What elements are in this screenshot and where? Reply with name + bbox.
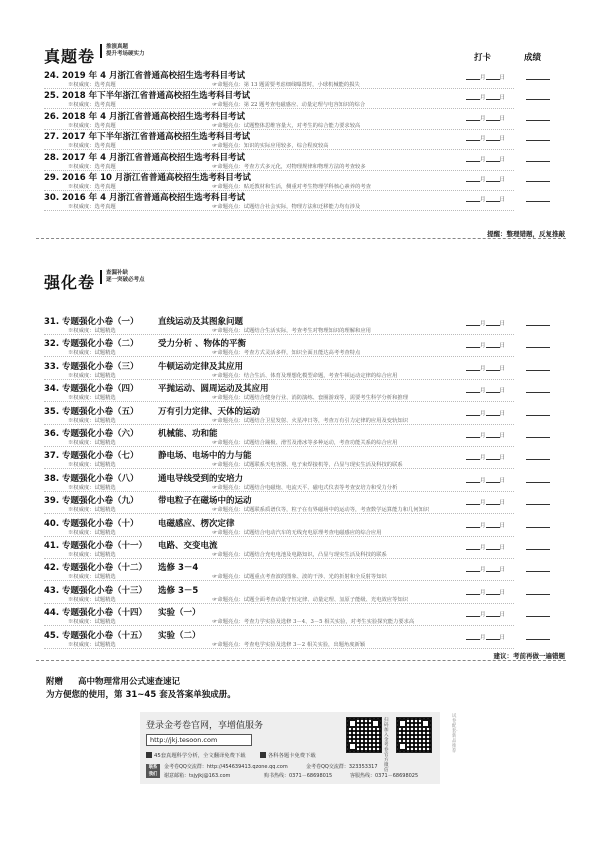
month-label: 月 xyxy=(480,545,486,551)
entry-authority: ※权威度：试题精选 xyxy=(68,507,116,514)
contact-us-badge xyxy=(146,764,160,778)
entry-topic: 实验（二） xyxy=(158,630,201,641)
list-item xyxy=(44,561,564,581)
entry-authority: ※权威度：选考真题 xyxy=(68,184,116,190)
day-label: 日 xyxy=(499,343,506,350)
entry-topic: 万有引力定律、天体的运动 xyxy=(158,406,261,417)
day-label: 日 xyxy=(499,321,506,327)
entry-highlight: ☞命题亮点：第 22 题考查电磁感应、动量定理与电容知识的综合 xyxy=(212,102,366,109)
month-label: 月 xyxy=(480,522,486,529)
checkin-date-field[interactable] xyxy=(466,476,505,484)
entry-title: 45. 专题强化小卷（十五） xyxy=(44,630,148,641)
list-item xyxy=(44,337,564,357)
checkin-date-field[interactable] xyxy=(466,73,505,81)
checkin-date-field[interactable] xyxy=(466,498,505,506)
entry-separator xyxy=(44,446,514,447)
list-item xyxy=(44,69,564,89)
entry-title: 33. 专题强化小卷（三） xyxy=(44,361,139,372)
zhenti-subtitle-line2: 提升考场硬实力 xyxy=(106,51,145,57)
month-label: 月 xyxy=(480,95,486,102)
entry-separator xyxy=(44,580,514,581)
entry-authority: ※权威度：选考真题 xyxy=(68,82,116,88)
entry-topic: 电磁感应、楞次定律 xyxy=(158,518,235,529)
checkin-date-field[interactable] xyxy=(466,543,505,551)
entry-highlight: ☞命题亮点：考查方式多元化，对物理规律和物理方法的考查较多 xyxy=(212,163,366,170)
entry-highlight: ☞命题亮点：贴近教材和生活，侧重对考生物理学科核心素养的考查 xyxy=(212,184,371,190)
day-label: 日 xyxy=(499,545,506,551)
qianghua-subtitle-line2: 逐一突破必考点 xyxy=(106,277,145,283)
col-score-header: 成绩 xyxy=(524,53,542,63)
entry-authority: ※权威度：试题精选 xyxy=(68,484,116,491)
score-field[interactable] xyxy=(526,594,550,595)
entry-highlight: ☞命题亮点：考查电学实验及选修 3－2 相关实验，出题角度新颖 xyxy=(212,641,366,648)
month-label: 月 xyxy=(480,589,486,596)
entry-title: 25. 2018 年下半年浙江省普通高校招生选考科目考试 xyxy=(44,91,251,102)
list-item xyxy=(44,382,564,402)
month-label: 月 xyxy=(480,177,486,183)
attach-label: 附赠 xyxy=(46,677,64,687)
checkin-date-field[interactable] xyxy=(466,409,505,417)
score-field[interactable] xyxy=(526,120,550,121)
list-item xyxy=(44,171,564,191)
entry-highlight: ☞命题亮点：考查力学实验及选修 3－4、3－5 相关实验，对考生实验探究能力要求高 xyxy=(212,619,415,626)
checkin-date-field[interactable] xyxy=(466,453,505,461)
entry-highlight: ☞命题亮点：试题结合卫星发射、火星冲日等，考查万有引力定律的应用及变轨知识 xyxy=(212,417,408,424)
list-item xyxy=(44,629,564,649)
checkin-date-field[interactable] xyxy=(466,155,505,163)
qr-eye xyxy=(348,719,357,728)
entry-topic: 平抛运动、圆周运动及其应用 xyxy=(158,384,269,395)
entry-topic: 选修 3－5 xyxy=(158,585,199,596)
entry-authority: ※权威度：试题精选 xyxy=(68,596,116,603)
entry-topic: 静电场、电场中的力与能 xyxy=(158,451,252,462)
entry-highlight: ☞命题亮点：试题结合社会实际，物理方法和迁移能力均有涉及 xyxy=(212,204,361,211)
entry-title: 30. 2016 年 4 月浙江省普通高校招生选考科目考试 xyxy=(44,193,245,204)
square-icon xyxy=(146,752,152,758)
list-item xyxy=(44,472,564,492)
list-item xyxy=(44,539,564,559)
zhenti-subtitle xyxy=(100,44,145,58)
month-label: 月 xyxy=(480,433,486,439)
day-label: 日 xyxy=(499,388,506,395)
entry-title: 38. 专题强化小卷（八） xyxy=(44,473,139,484)
ad-qq-bw: 金考卷QQ交流群：323353317 xyxy=(306,764,378,770)
entry-authority: ※权威度：试题精选 xyxy=(68,552,116,558)
checkin-date-field[interactable] xyxy=(466,386,505,394)
qr-eye xyxy=(398,719,407,728)
entry-highlight: ☞命题亮点：试题结合电磁炮、电流天平、磁电式仪表等考查安培力和受力分析 xyxy=(212,484,398,491)
month-label: 月 xyxy=(480,388,486,395)
entry-title: 24. 2019 年 4 月浙江省普通高校招生选考科目考试 xyxy=(44,71,245,81)
section-divider-2 xyxy=(36,660,566,661)
score-field[interactable] xyxy=(526,504,550,505)
qianghua-header xyxy=(44,270,145,293)
section-divider xyxy=(36,238,566,239)
day-label: 日 xyxy=(499,433,506,439)
entry-authority: ※权威度：试题精选 xyxy=(68,417,116,424)
entry-highlight: ☞命题亮点：试题结合生活实际，考查考生对物理知识的理解和应用 xyxy=(212,328,371,334)
entry-title: 26. 2018 年 4 月浙江省普通高校招生选考科目考试 xyxy=(44,111,245,122)
list-item xyxy=(44,151,564,171)
entry-authority: ※权威度：试题精选 xyxy=(68,350,116,357)
entry-separator xyxy=(44,648,514,649)
day-label: 日 xyxy=(499,95,506,102)
entry-highlight: ☞命题亮点：试题结合健身行业、消防演练、套圈游戏等，需要考生科学分析和推理 xyxy=(212,395,408,402)
month-label: 月 xyxy=(480,321,486,327)
qr-eye xyxy=(348,742,357,751)
contact-us-line1: 联系 xyxy=(148,765,158,770)
month-label: 月 xyxy=(480,500,486,507)
entry-title: 37. 专题强化小卷（七） xyxy=(44,451,139,462)
list-item xyxy=(44,449,564,469)
list-item xyxy=(44,427,564,447)
zhenti-hint: 提醒：整理错题，反复推敲 xyxy=(487,230,565,238)
month-label: 月 xyxy=(480,365,486,372)
entry-authority: ※权威度：选考真题 xyxy=(68,204,116,211)
day-label: 日 xyxy=(499,455,506,462)
entry-authority: ※权威度：选考真题 xyxy=(68,102,116,109)
entry-separator xyxy=(44,424,514,425)
ad-phone-buy: 购书热线：0371－68698015 xyxy=(264,773,333,779)
entry-authority: ※权威度：选考真题 xyxy=(68,122,116,129)
entry-separator xyxy=(44,536,514,537)
score-field[interactable] xyxy=(526,347,550,348)
score-field[interactable] xyxy=(526,140,550,141)
entry-highlight: ☞命题亮点：考查方式灵活多样，知识全面且能达高考考查特点 xyxy=(212,350,361,357)
score-field[interactable] xyxy=(526,549,550,550)
ad-feature-2-text: 各科各题卡免费下载 xyxy=(268,753,316,759)
list-item xyxy=(44,494,564,514)
entry-highlight: ☞命题亮点：试题结合充电电池及电路知识，凸显与现实生活及科技的联系 xyxy=(212,552,387,558)
entry-authority: ※权威度：试题精选 xyxy=(68,462,116,469)
qr-eye xyxy=(398,742,407,751)
entry-separator xyxy=(44,603,514,604)
score-field[interactable] xyxy=(526,370,550,371)
day-label: 日 xyxy=(499,567,506,574)
day-label: 日 xyxy=(499,477,506,484)
entry-highlight: ☞命题亮点：试题联系质谱仪等，粒子在有界磁场中的运动等，考查数学运算能力和几何知识 xyxy=(212,507,430,514)
zhenti-subtitle-line1: 推演真题 xyxy=(106,44,129,50)
checkin-date-field[interactable] xyxy=(466,114,505,122)
entry-topic: 选修 3－4 xyxy=(158,563,199,574)
entry-highlight: ☞命题亮点：试题重点考查波的图象、波的干涉、光的折射和全反射等知识 xyxy=(212,574,387,581)
qr-eye xyxy=(421,719,430,728)
entry-highlight: ☞命题亮点：试题整体思维容量大，对考生的综合能力要求较高 xyxy=(212,122,361,129)
qianghua-subtitle-line1: 查漏补缺 xyxy=(106,270,129,276)
month-label: 月 xyxy=(480,156,486,163)
entry-separator xyxy=(44,334,514,335)
checkin-date-field[interactable] xyxy=(466,319,505,327)
month-label: 月 xyxy=(480,634,486,641)
day-label: 日 xyxy=(499,177,506,183)
attach-note: 为方便您的使用，第 31~45 套及答案单独成册。 xyxy=(46,690,236,700)
score-field[interactable] xyxy=(526,181,550,182)
checkin-date-field[interactable] xyxy=(466,364,505,372)
entry-title: 41. 专题强化小卷（十一） xyxy=(44,541,148,551)
ad-feature-1 xyxy=(146,751,246,759)
checkin-date-field[interactable] xyxy=(466,588,505,596)
checkin-date-field[interactable] xyxy=(466,610,505,618)
ad-email: 谢意邮箱：tsjyjkj@163.com xyxy=(164,773,231,779)
score-field[interactable] xyxy=(526,79,550,80)
entry-title: 35. 专题强化小卷（五） xyxy=(44,406,139,417)
month-label: 月 xyxy=(480,75,486,81)
entry-separator xyxy=(44,210,514,211)
list-item xyxy=(44,315,564,335)
entry-title: 27. 2017 年下半年浙江省普通高校招生选考科目考试 xyxy=(44,132,251,143)
list-item xyxy=(44,405,564,425)
entry-authority: ※权威度：试题精选 xyxy=(68,641,116,648)
entry-title: 39. 专题强化小卷（九） xyxy=(44,496,139,507)
entry-topic: 受力分析 、物体的平衡 xyxy=(158,339,246,350)
attach-title: 高中物理常用公式速查速记 xyxy=(77,677,180,687)
checkin-date-field[interactable] xyxy=(466,134,505,142)
month-label: 月 xyxy=(480,455,486,462)
entry-topic: 实验（一） xyxy=(158,608,201,619)
list-item xyxy=(44,110,564,130)
checkin-date-field[interactable] xyxy=(466,633,505,641)
day-label: 日 xyxy=(499,634,506,641)
day-label: 日 xyxy=(499,115,506,122)
score-field[interactable] xyxy=(526,639,550,640)
list-item xyxy=(44,606,564,626)
day-label: 日 xyxy=(499,197,506,204)
checkin-date-field[interactable] xyxy=(466,521,505,529)
entry-title: 34. 专题强化小卷（四） xyxy=(44,384,139,395)
ad-title: 登录金考卷官网，享增值服务 xyxy=(146,721,264,731)
entry-separator xyxy=(44,558,514,559)
entry-topic: 牛顿运动定律及其应用 xyxy=(158,361,244,372)
entry-highlight: ☞命题亮点：结合生活、体育及理想化模型命题，考查牛顿运动定律的综合应用 xyxy=(212,372,398,379)
score-field[interactable] xyxy=(526,571,550,572)
day-label: 日 xyxy=(499,410,506,417)
month-label: 月 xyxy=(480,343,486,350)
qianghua-hint: 建议：考前再做一遍错题 xyxy=(493,652,565,660)
entry-title: 28. 2017 年 4 月浙江省普通高校招生选考科目考试 xyxy=(44,152,245,163)
wechat-qr-code[interactable] xyxy=(346,717,382,753)
entry-separator xyxy=(44,491,514,492)
attach-line xyxy=(46,675,180,687)
entry-separator xyxy=(44,468,514,469)
entry-authority: ※权威度：选考真题 xyxy=(68,163,116,170)
entry-topic: 电路、交变电流 xyxy=(158,541,218,551)
checkin-date-field[interactable] xyxy=(466,175,505,183)
score-field[interactable] xyxy=(526,415,550,416)
score-field[interactable] xyxy=(526,161,550,162)
month-label: 月 xyxy=(480,567,486,574)
score-field[interactable] xyxy=(526,325,550,326)
entry-topic: 带电粒子在磁场中的运动 xyxy=(158,496,252,507)
checkin-date-field[interactable] xyxy=(466,341,505,349)
qianghua-title: 强化卷 xyxy=(44,273,96,292)
score-field[interactable] xyxy=(526,99,550,100)
score-field[interactable] xyxy=(526,527,550,528)
list-item xyxy=(44,517,564,537)
entry-authority: ※权威度：试题精选 xyxy=(68,440,116,446)
checkin-date-field[interactable] xyxy=(466,195,505,203)
entry-authority: ※权威度：试题精选 xyxy=(68,372,116,379)
entry-highlight: ☞命题亮点：知识的实际应用较多，综合程度较高 xyxy=(212,143,329,150)
score-field[interactable] xyxy=(526,482,550,483)
entry-separator xyxy=(44,625,514,626)
ad-feature-2 xyxy=(260,751,316,759)
list-item xyxy=(44,130,564,150)
entry-title: 43. 专题强化小卷（十三） xyxy=(44,585,148,596)
qianghua-subtitle xyxy=(100,270,145,284)
month-label: 月 xyxy=(480,612,486,619)
entry-highlight: ☞命题亮点：试题联系天电容器、电子束焊接机等，凸显与现实生活及科技的联系 xyxy=(212,462,403,469)
month-label: 月 xyxy=(480,477,486,484)
entry-authority: ※权威度：试题精选 xyxy=(68,328,116,334)
month-label: 月 xyxy=(480,197,486,204)
month-label: 月 xyxy=(480,115,486,122)
entry-highlight: ☞命题亮点：第 13 题需要考虑细线曝置时，小球机械能的损失 xyxy=(212,82,360,88)
score-field[interactable] xyxy=(526,392,550,393)
list-item xyxy=(44,360,564,380)
ad-feature-1-text: 45套真题科学分析，全文翻译免费下载 xyxy=(154,753,246,759)
day-label: 日 xyxy=(499,500,506,507)
day-label: 日 xyxy=(499,522,506,529)
entry-title: 44. 专题强化小卷（十四） xyxy=(44,608,148,619)
score-field[interactable] xyxy=(526,459,550,460)
list-item xyxy=(44,89,564,109)
entry-topic: 通电导线受到的安培力 xyxy=(158,473,244,484)
month-label: 月 xyxy=(480,136,486,143)
entry-topic: 直线运动及其图象问题 xyxy=(158,317,244,327)
month-label: 月 xyxy=(480,410,486,417)
day-label: 日 xyxy=(499,75,506,81)
day-label: 日 xyxy=(499,156,506,163)
checkin-date-field[interactable] xyxy=(466,565,505,573)
qr1-label: 扫码加入金考卷官方微信 xyxy=(384,718,389,773)
col-check-header: 打卡 xyxy=(474,53,492,63)
day-label: 日 xyxy=(499,612,506,619)
entry-title: 31. 专题强化小卷（一） xyxy=(44,317,139,327)
score-field[interactable] xyxy=(526,616,550,617)
ad-phone-service: 客服热线：0371－68698025 xyxy=(350,773,419,779)
side-vertical-text: 试卷配套·新品推荐 xyxy=(452,714,458,754)
entry-title: 32. 专题强化小卷（二） xyxy=(44,339,139,350)
zhenti-title: 真题卷 xyxy=(44,47,96,66)
day-label: 日 xyxy=(499,589,506,596)
weibo-qr-code[interactable] xyxy=(396,717,432,753)
contact-us-line2: 我们 xyxy=(148,772,158,777)
entry-highlight: ☞命题亮点：试题结合蹦极、滑雪及滑冰等多种运动，考查功能关系的综合应用 xyxy=(212,440,398,446)
day-label: 日 xyxy=(499,365,506,372)
checkin-date-field[interactable] xyxy=(466,431,505,439)
ad-qq-group: 金考卷QQ交流群：http://454639413.qzone.qq.com xyxy=(164,764,288,770)
day-label: 日 xyxy=(499,136,506,143)
score-field[interactable] xyxy=(526,437,550,438)
entry-title: 36. 专题强化小卷（六） xyxy=(44,429,139,439)
entry-topic: 机械能、功和能 xyxy=(158,429,218,439)
entry-separator xyxy=(44,513,514,514)
zhenti-header xyxy=(44,44,145,67)
entry-separator xyxy=(44,379,514,380)
entry-highlight: ☞命题亮点：试题全面考查动量守恒定律、动量定理、氢原子能级、光电效应等知识 xyxy=(212,596,408,603)
entry-title: 42. 专题强化小卷（十二） xyxy=(44,563,148,574)
entry-authority: ※权威度：试题精选 xyxy=(68,619,116,626)
checkin-date-field[interactable] xyxy=(466,93,505,101)
entry-separator xyxy=(44,401,514,402)
list-item xyxy=(44,191,564,211)
entry-authority: ※权威度：选考真题 xyxy=(68,143,116,150)
entry-authority: ※权威度：试题精选 xyxy=(68,574,116,581)
entry-separator xyxy=(44,356,514,357)
ad-url-link[interactable]: http://jkj.tesoon.com xyxy=(146,734,252,746)
list-item xyxy=(44,584,564,604)
entry-authority: ※权威度：试题精选 xyxy=(68,529,116,536)
square-icon xyxy=(260,752,266,758)
score-field[interactable] xyxy=(526,201,550,202)
ad-box xyxy=(140,712,440,784)
entry-title: 40. 专题强化小卷（十） xyxy=(44,518,139,529)
entry-title: 29. 2016 年 10 月浙江省普通高校招生选考科目考试 xyxy=(44,173,251,183)
entry-highlight: ☞命题亮点：试题结合电动汽车的无线充电原理考查电磁感应的综合应用 xyxy=(212,529,382,536)
qr-eye xyxy=(371,719,380,728)
entry-authority: ※权威度：试题精选 xyxy=(68,395,116,402)
